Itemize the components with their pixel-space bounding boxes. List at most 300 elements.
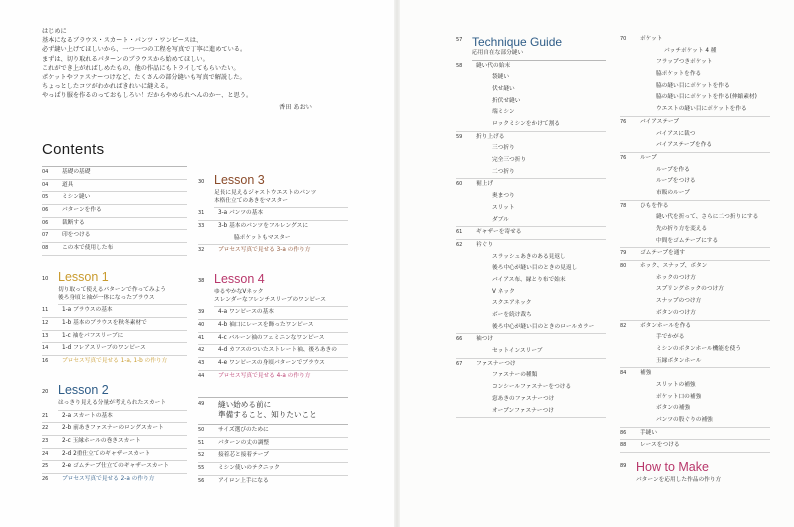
toc-row[interactable] [198, 245, 348, 257]
toc-row[interactable] [620, 236, 770, 249]
subtitle-line: スレンダーなフレンチスリーブのワンピース [214, 296, 326, 303]
page-number: 30 [198, 179, 205, 185]
entry-title: ファスナーつけ [476, 360, 516, 367]
toc-row[interactable] [42, 411, 187, 424]
page-number: 62 [456, 241, 463, 248]
toc-row[interactable] [198, 345, 348, 358]
introduction [42, 27, 342, 112]
entry-title: プロセス写真で見せる 1-a, 1-b の作り方 [62, 357, 168, 364]
lesson-1-heading[interactable] [42, 269, 187, 286]
page-number: 23 [42, 437, 49, 444]
toc-row[interactable] [456, 252, 606, 264]
entry-title: 脇ポケットもマスター [234, 234, 291, 241]
lesson-title: Lesson 1 [58, 270, 109, 284]
toc-row[interactable] [620, 176, 770, 188]
page-number: 55 [198, 465, 205, 472]
subtitle-line: 縫い始める前に [218, 400, 272, 409]
lesson-subtitle [58, 399, 187, 411]
toc-row[interactable] [620, 129, 770, 141]
entry-title: アイロン上手になる [218, 477, 269, 484]
page-number: 11 [42, 307, 49, 314]
entry-title: 基礎の基礎 [62, 169, 91, 175]
page-number: 05 [42, 194, 49, 201]
entry-title: 窓あきのファスナーつけ [492, 395, 555, 402]
page-number: 76 [620, 154, 627, 161]
toc-row[interactable] [198, 320, 348, 333]
entry-title: 二つ折り [492, 168, 515, 175]
toc-row[interactable] [620, 261, 770, 273]
entry-title: バイアスに裁つ [656, 130, 696, 137]
entry-title: スクエアネック [492, 300, 532, 307]
entry-title: ロックミシンをかけて割る [492, 121, 560, 128]
entry-title: 4-c バルーン袖のフェミニンなワンピース [218, 334, 325, 341]
subtitle-line: 後ろ身頃と袖が一体になったブラウス [58, 294, 155, 301]
toc-row[interactable] [42, 449, 187, 462]
lesson-subtitle [58, 286, 187, 305]
page-number: 86 [620, 429, 627, 436]
toc-row[interactable] [456, 84, 606, 96]
technique-list [456, 61, 606, 419]
how-to-make-subtitle: パターンを応用した作品の作り方 [636, 477, 722, 483]
entry-title: フラップつきポケット [656, 59, 713, 66]
entry-title: 4-e ワンピースの身頃パターンでブラウス [218, 359, 325, 366]
toc-row[interactable] [456, 96, 606, 108]
page-number: 67 [456, 360, 463, 367]
entry-title: 道具 [62, 181, 74, 188]
entry-title: 中間をゴムテープにする [656, 237, 719, 244]
entry-title: ループをつける [656, 178, 696, 185]
entry-title: バイアス布、縁とり布で始末 [492, 276, 566, 283]
entry-title: 脇ポケットを作る [656, 71, 702, 78]
entry-title: 後ろ中心が縫い目のときの見返し [492, 265, 578, 272]
page-number: 22 [42, 425, 49, 432]
toc-row[interactable] [620, 321, 770, 333]
entry-title: プロセス写真で見せる 3-a の作り方 [218, 247, 311, 254]
entry-title: 手でかがる [656, 334, 685, 341]
entry-title: ボタンホールを作る [640, 322, 692, 329]
entry-title: スリット [492, 204, 515, 211]
toc-row[interactable] [456, 132, 606, 144]
intro-line: ちょっとしたコツがわかればきれいに縫える。 [42, 83, 172, 91]
entry-title: パンツの股ぐりの補強 [656, 417, 713, 423]
toc-row[interactable] [620, 81, 770, 93]
entry-title: 先の折り方を変える [656, 226, 708, 232]
page-number: 13 [42, 332, 49, 339]
intro-line: ポケットやファスナーつけなど、たくさんの部分縫いも写真で解説した。 [42, 74, 246, 82]
basics-section [42, 166, 187, 256]
toc-row[interactable] [198, 463, 348, 476]
toc-row[interactable] [456, 167, 606, 180]
toc-row[interactable] [620, 332, 770, 344]
page-number: 40 [198, 321, 205, 328]
toc-row[interactable] [456, 334, 606, 346]
page-number: 04 [42, 181, 49, 188]
entry-title: 4-a ワンピースの基本 [218, 309, 274, 316]
toc-row[interactable] [42, 461, 187, 474]
toc-row[interactable] [456, 203, 606, 215]
entry-title: 後ろ中心が縫い目のときのロールカラー [492, 323, 595, 330]
entry-title: 折り上げる [476, 133, 505, 140]
toc-row[interactable] [620, 380, 770, 392]
page-number: 50 [198, 427, 205, 433]
entry-title: ボタンの補強 [656, 405, 691, 412]
toc-row[interactable] [620, 273, 770, 285]
subtitle-line: 足長に見えるジャストウエストのパンツ [214, 190, 317, 196]
intro-signature: 香田 あおい [279, 103, 312, 111]
entry-title: パターンを作る [62, 207, 102, 214]
entry-title: 脇の縫い目にポケットを作る(伸縮素材) [656, 94, 757, 101]
page-number: 10 [42, 276, 49, 282]
page-number: 88 [620, 442, 627, 449]
entry-title: 1-c 袖をパフスリーブに [62, 332, 124, 339]
intro-line: 基本になるブラウス・スカート・パンツ・ワンピースは、 [42, 37, 203, 45]
toc-row[interactable] [620, 308, 770, 321]
lesson-1-section [42, 269, 187, 368]
toc-row[interactable] [456, 240, 606, 252]
entry-title: ポケット口の補強 [656, 393, 702, 400]
entry-title: 市販のループ [656, 189, 690, 196]
entry-title: 伏せ縫い [492, 85, 515, 92]
toc-row[interactable] [42, 305, 187, 318]
entry-title: 補強 [640, 370, 652, 377]
entry-title: この本で使用した布 [62, 245, 114, 252]
entry-title: ホック、スナップ、ボタン [640, 263, 708, 270]
entry-title: ゴムテープを通す [640, 250, 686, 257]
entry-title: ミシン縫い [62, 194, 91, 201]
page-number: 14 [42, 345, 49, 352]
entry-title: 2-c 玉縁ホールの巻きスカート [62, 437, 141, 444]
toc-row[interactable] [198, 221, 348, 233]
page-number: 38 [198, 278, 205, 284]
entry-title: 奥まつり [492, 193, 515, 200]
toc-row[interactable] [620, 344, 770, 356]
toc-row[interactable] [620, 117, 770, 129]
intro-line: はじめに [42, 28, 67, 35]
technique-list-continued [620, 34, 770, 453]
how-to-make-title: How to Make [636, 460, 709, 474]
page-number: 51 [198, 439, 205, 446]
book-gutter [394, 0, 400, 527]
entry-title: 3-b 基本のパンツをフルレングスに [218, 222, 309, 229]
subtitle-line: 本格仕立てのあきをマスター [214, 197, 288, 204]
toc-row[interactable] [456, 179, 606, 191]
page-number: 84 [620, 370, 627, 377]
guide-title: Technique Guide [472, 35, 563, 49]
page-number: 33 [198, 222, 205, 229]
toc-row[interactable] [456, 107, 606, 119]
toc-row[interactable] [620, 34, 770, 46]
entry-title: 縫い代の始末 [476, 62, 511, 69]
toc-row[interactable] [42, 230, 187, 243]
subtitle-line: 準備すること、知りたいこと [218, 410, 317, 419]
entry-title: 脇の縫い目にポケットを作る [656, 82, 730, 89]
intro-line: やっぱり服を作るのっておもしろい！だからやめられへんのか〜、と思う。 [42, 92, 253, 100]
entry-title: 玉縁ボタンホール [656, 357, 702, 364]
entry-title: 1-d フレアスリーブのワンピース [62, 345, 146, 352]
toc-row[interactable] [456, 394, 606, 406]
toc-row[interactable] [456, 155, 606, 167]
toc-row[interactable] [620, 188, 770, 201]
toc-row[interactable] [456, 72, 606, 84]
toc-row[interactable] [198, 208, 348, 221]
toc-row[interactable] [42, 436, 187, 449]
page-number: 08 [42, 245, 49, 252]
toc-row[interactable] [42, 180, 187, 193]
entry-title: プロセス写真で見せる 4-a の作り方 [218, 372, 311, 379]
lesson-title: Lesson 4 [214, 272, 265, 286]
entry-title: ホックのつけ方 [656, 274, 696, 281]
entry-title: ミシン使いのテクニック [218, 465, 280, 472]
how-to-make-section [620, 459, 770, 487]
toc-row[interactable] [620, 104, 770, 117]
toc-row[interactable] [620, 69, 770, 81]
entry-title: ボタンのつけ方 [656, 309, 696, 316]
toc-row[interactable] [456, 298, 606, 310]
entry-title: 完全三つ折り [492, 157, 527, 164]
toc-row[interactable] [620, 403, 770, 415]
entry-title: オープンファスナーつけ [492, 407, 554, 414]
page-number: 57 [456, 37, 463, 43]
lesson-2-section [42, 382, 187, 486]
contents-title: Contents [42, 141, 105, 158]
lesson-subtitle [214, 288, 348, 307]
preparation-title [218, 400, 317, 420]
entry-title: パターンの丈の調整 [218, 439, 270, 446]
toc-row[interactable] [620, 368, 770, 380]
entry-title: ループを作る [656, 166, 690, 173]
toc-row[interactable] [456, 346, 606, 359]
page-number: 59 [456, 133, 463, 140]
toc-row[interactable] [620, 392, 770, 404]
toc-row[interactable] [456, 227, 606, 240]
toc-row[interactable] [198, 438, 348, 451]
entry-title: 袖つけ [476, 336, 494, 343]
toc-row[interactable] [456, 143, 606, 155]
lesson-title: Lesson 3 [214, 173, 265, 187]
entry-title: 袋縫い [492, 74, 510, 81]
entry-title: ダブル [492, 216, 509, 223]
toc-row[interactable] [42, 318, 187, 331]
page-number: 41 [198, 334, 205, 341]
lesson-4-heading[interactable] [198, 271, 348, 288]
entry-title: 印をつける [62, 232, 91, 239]
entry-title: 1-a ブラウスの基本 [62, 307, 113, 314]
entry-title: ウエストの縫い目にポケットを作る [656, 106, 747, 113]
entry-title: 2-b 前あきファスナーのロングスカート [62, 425, 164, 432]
toc-row[interactable] [42, 192, 187, 205]
entry-title: ミシンのボタンホール機能を使う [656, 345, 742, 352]
entry-title: ひもを作る [640, 202, 669, 209]
entry-title: スラッシュあきのある見返し [492, 253, 566, 260]
entry-title: 4-b 袖口にレースを飾ったワンピース [218, 321, 314, 328]
toc-row[interactable] [456, 61, 606, 73]
toc-row[interactable] [620, 284, 770, 296]
toc-row[interactable] [198, 333, 348, 346]
toc-row[interactable] [42, 331, 187, 344]
lesson-4-section [198, 271, 348, 382]
entry-title: バイアステープ [640, 118, 680, 125]
page-number: 06 [42, 219, 49, 226]
toc-row[interactable] [456, 359, 606, 371]
toc-row[interactable] [620, 428, 770, 441]
entry-title: 3-a パンツの基本 [218, 210, 264, 217]
toc-row[interactable] [620, 201, 770, 213]
toc-row[interactable] [620, 92, 770, 104]
entry-title: 裾上げ [476, 181, 494, 188]
page-number: 44 [198, 372, 205, 379]
toc-row[interactable] [42, 166, 187, 180]
subtitle-line: ゆるやかなVネック [214, 289, 264, 295]
subtitle-line: はっきり見える分量が考えられたスカート [58, 400, 167, 406]
entry-title: スプリングホックのつけ方 [656, 286, 724, 293]
toc-row[interactable] [620, 153, 770, 165]
page-number: 82 [620, 322, 627, 329]
entry-title: 2-e ゴムテープ仕立てのギャザースカート [62, 463, 169, 470]
toc-row[interactable] [42, 343, 187, 356]
toc-row[interactable] [198, 233, 348, 246]
entry-title: 衿ぐり [476, 241, 494, 248]
toc-row[interactable] [620, 415, 770, 428]
toc-row[interactable] [620, 440, 770, 453]
toc-row[interactable] [456, 406, 606, 419]
preparation-section [198, 397, 348, 487]
toc-row[interactable] [620, 57, 770, 69]
page-number: 20 [42, 389, 49, 395]
page-number: 06 [42, 207, 49, 214]
entry-title: ギャザーを寄せる [476, 229, 522, 236]
technique-guide-continued [620, 34, 770, 453]
toc-row[interactable] [620, 212, 770, 224]
entry-title: ファスナーの種類 [492, 372, 538, 379]
entry-title: ループ [640, 154, 657, 161]
toc-row[interactable] [456, 287, 606, 299]
toc-row[interactable] [456, 191, 606, 203]
toc-row[interactable] [42, 243, 187, 256]
toc-row[interactable] [456, 382, 606, 394]
technique-guide-heading[interactable] [456, 34, 606, 49]
entry-title: ポケット [640, 36, 663, 42]
page-number: 32 [198, 247, 205, 254]
toc-row[interactable] [42, 218, 187, 231]
intro-line: 必ず縫い上げてほしいから、一つ一つの工程を写真で丁寧に進めている。 [42, 46, 247, 54]
entry-title: パッチポケット 4 種 [664, 47, 717, 54]
entry-title: 手縫い [640, 429, 658, 436]
page-number: 26 [42, 476, 49, 483]
entry-title: サイズ選びのために [218, 427, 269, 433]
page-number: 61 [456, 229, 463, 236]
technique-guide-section [456, 34, 606, 418]
page-number: 07 [42, 232, 49, 239]
entry-title: 端ミシン [492, 109, 515, 116]
lesson-title: Lesson 2 [58, 383, 109, 397]
lesson-2-heading[interactable] [42, 382, 187, 399]
entry-title: 1-b 基本のブラウスを秋冬素材で [62, 319, 147, 326]
entry-title: ボーを続け裁ち [492, 312, 532, 319]
page-number: 16 [42, 357, 49, 364]
toc-row[interactable] [620, 140, 770, 153]
entry-title: セットインスリーブ [492, 348, 543, 355]
toc-row[interactable] [620, 165, 770, 177]
page-number: 24 [42, 450, 49, 457]
toc-row[interactable] [456, 215, 606, 228]
toc-row[interactable] [456, 275, 606, 287]
toc-row[interactable] [42, 423, 187, 436]
entry-title: 接着芯と接着テープ [218, 452, 269, 459]
toc-row[interactable] [620, 296, 770, 308]
toc-row[interactable] [42, 205, 187, 218]
entry-title: 折伏せ縫い [492, 97, 521, 104]
entry-title: V ネック [492, 288, 515, 295]
toc-row[interactable] [620, 46, 770, 58]
entry-title: レースをつける [640, 442, 680, 449]
page-number: 89 [620, 463, 627, 469]
page-number: 80 [620, 263, 627, 270]
toc-row[interactable] [198, 476, 348, 488]
toc-row[interactable] [456, 322, 606, 335]
toc-row[interactable] [42, 474, 187, 486]
page-number: 43 [198, 359, 205, 366]
intro-line: まずは、切り取れるパターンのブラウスから始めてほしい。 [42, 55, 209, 63]
page-number: 21 [42, 412, 49, 419]
page-number: 52 [198, 452, 205, 459]
toc-row[interactable] [198, 307, 348, 320]
entry-title: 裁断する [62, 219, 85, 226]
toc-row[interactable] [456, 119, 606, 132]
preparation-heading[interactable] [198, 397, 348, 424]
guide-subtitle: 応用自在な部分縫い [472, 49, 606, 61]
entry-title: 2-d 2重仕立てのギャザースカート [62, 450, 151, 457]
toc-row[interactable] [198, 450, 348, 463]
toc-row[interactable] [620, 356, 770, 369]
subtitle-line: 切り取って使えるパターンで作ってみよう [58, 287, 166, 293]
page-number: 31 [198, 210, 205, 217]
page-number: 70 [620, 36, 627, 42]
toc-row[interactable] [198, 371, 348, 383]
page-number: 56 [198, 477, 205, 484]
how-to-make-heading[interactable] [620, 459, 770, 476]
intro-line: これができ上がればしめたもの、他の作品にもトライしてもらいたい。 [42, 64, 240, 72]
lesson-3-heading[interactable] [198, 172, 348, 189]
entry-title: 縫い代を折って、さらに二つ折りにする [656, 214, 759, 221]
entry-title: 三つ折り [492, 145, 515, 152]
toc-row[interactable] [456, 310, 606, 322]
lesson-subtitle [214, 189, 348, 208]
page-number: 49 [198, 401, 205, 407]
page-number: 58 [456, 62, 463, 69]
toc-row[interactable] [456, 263, 606, 275]
entry-title: プロセス写真で見せる 2-a の作り方 [62, 476, 155, 483]
entry-title: コンシールファスナーをつける [492, 384, 572, 391]
page-number: 12 [42, 319, 49, 326]
entry-title: スリットの補強 [656, 381, 696, 388]
entry-title: 2-a スカートの基本 [62, 412, 113, 419]
toc-row[interactable] [198, 358, 348, 371]
page-number: 42 [198, 347, 205, 354]
page-number: 25 [42, 463, 49, 470]
toc-row[interactable] [620, 224, 770, 236]
page-number: 79 [620, 250, 627, 257]
toc-row[interactable] [42, 356, 187, 368]
toc-row[interactable] [620, 248, 770, 261]
page-number: 76 [620, 118, 627, 125]
page-number: 39 [198, 309, 205, 316]
toc-row[interactable] [456, 370, 606, 382]
entry-title: バイアステープを作る [656, 142, 713, 149]
page-number: 78 [620, 202, 627, 209]
page-number: 04 [42, 169, 49, 175]
toc-row[interactable] [198, 424, 348, 438]
entry-title: スナップのつけ方 [656, 298, 702, 305]
